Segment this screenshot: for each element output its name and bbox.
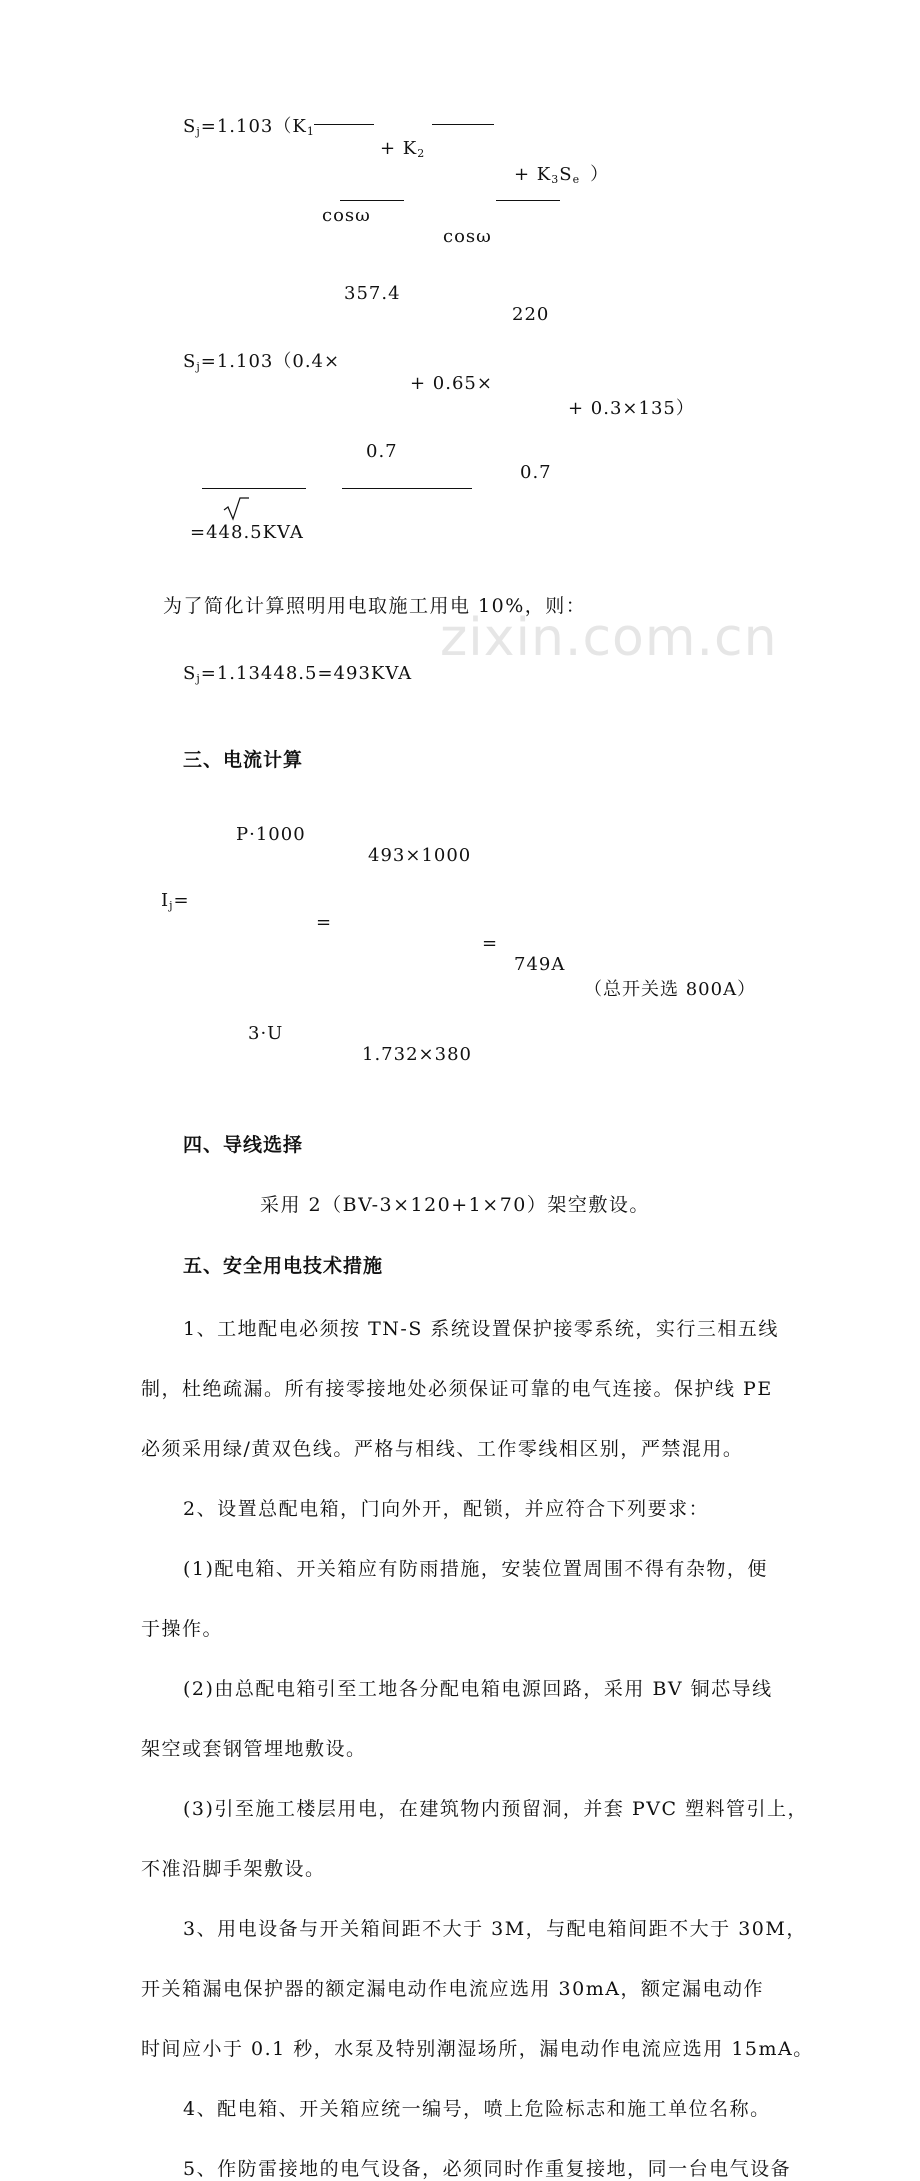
formula-3-lhs-sub: j [196,672,201,685]
paragraph-line: (2)由总配电箱引至工地各分配电箱电源回路，采用 BV 铜芯导线 [183,1678,773,1700]
formula-1-s: S [559,164,573,185]
formula-3-eq: =1.13448.5=493KVA [200,663,413,684]
formula-2-eq: =1.103（0.4× [200,351,341,372]
formula-1-k2 [380,138,920,160]
formula-2-denominator-1: 0.7 [366,441,398,462]
formula-2-lhs-sub: j [196,360,201,373]
formula-2-line [183,347,920,373]
section-4-heading: 四、导线选择 [183,1134,304,1156]
paragraph-line: 不准沿脚手架敷设。 [141,1858,326,1880]
formula-2-tail: + 0.3×135） [568,398,695,419]
formula-1-line [183,112,920,138]
square-root-icon [222,496,250,522]
formula-1-k3 [514,160,920,186]
formula-4-i: I [161,890,170,911]
formula-4-numerator-1: P·1000 [236,824,306,845]
paragraph-line: (3)引至施工楼层用电，在建筑物内预留洞，并套 PVC 塑料管引上， [183,1798,809,1820]
formula-2-fraction-bar-2 [496,200,560,201]
formula-2-denominator-2: 0.7 [520,462,552,483]
formula-1-denominator-2: cosω [443,226,492,247]
formula-1-plus-k3: + K [514,164,552,185]
formula-4-lhs [161,890,920,912]
formula-4-fraction-bar-1 [202,488,306,489]
watermark: zixin.com.cn [440,608,778,668]
formula-2-mid: + 0.65× [410,373,493,394]
formula-4-note: （总开关选 800A） [584,979,757,1000]
formula-2-lhs: S [183,351,197,372]
formula-2-fraction-bar-1 [340,200,404,201]
paragraph-line: 必须采用绿/黄双色线。严格与相线、工作零线相区别，严禁混用。 [141,1438,744,1460]
formula-4-lhs-sub: j [169,899,174,912]
formula-1-eq: =1.103（K [200,116,307,137]
result-448-5kva: =448.5KVA [190,522,304,543]
formula-4-den-tail: ·U [260,1023,284,1044]
paragraph-line: (1)配电箱、开关箱应有防雨措施，安装位置周围不得有杂物，便 [183,1558,768,1580]
paragraph-line: 2、设置总配电箱，门向外开，配锁，并应符合下列要求： [183,1498,710,1520]
formula-1-plus-k2: + K [380,138,418,159]
formula-4-result: 749A [514,954,566,975]
formula-1-close: ） [590,164,610,185]
formula-4-numerator-2: 493×1000 [368,845,472,866]
paragraph-line: 制，杜绝疏漏。所有接零接地处必须保证可靠的电气连接。保护线 PE [141,1378,773,1400]
paragraph-line: 3、用电设备与开关箱间距不大于 3M，与配电箱间距不大于 30M， [183,1918,807,1940]
formula-4-fraction-bar-2 [342,488,472,489]
formula-1-lhs: S [183,116,197,137]
formula-1-k1-sub: 1 [306,125,315,138]
formula-3-lhs: S [183,663,197,684]
formula-1-s-sub: e [572,173,581,186]
section-5-heading: 五、安全用电技术措施 [183,1255,384,1277]
formula-4-root-value: 3 [248,1023,261,1044]
paragraph-line: 时间应小于 0.1 秒，水泵及特别潮湿场所，漏电动作电流应选用 15mA。 [141,2038,814,2060]
paragraph-line: 4、配电箱、开关箱应统一编号，喷上危险标志和施工单位名称。 [183,2098,771,2120]
formula-3-line [183,663,920,685]
section-4-line: 采用 2（BV-3×120+1×70）架空敷设。 [260,1194,650,1216]
formula-4-eq: = [173,890,190,911]
formula-1-k3-sub: 3 [551,173,560,186]
formula-4-eq-2: = [316,912,333,933]
formula-4-denominator-1 [248,1023,920,1044]
formula-1-lhs-sub: j [196,125,201,138]
formula-2-numerator-2: 220 [512,304,550,325]
simplify-paragraph: 为了简化计算照明用电取施工用电 10%，则： [163,595,587,617]
paragraph-line: 架空或套钢管埋地敷设。 [141,1738,367,1760]
formula-1-denominator-1: cosω [322,205,371,226]
formula-4-eq-3: = [482,933,499,954]
section-3-heading: 三、电流计算 [183,749,304,771]
paragraph-line: 开关箱漏电保护器的额定漏电动作电流应选用 30mA，额定漏电动作 [141,1978,764,2000]
formula-4-denominator-2: 1.732×380 [362,1044,472,1065]
paragraph-line: 于操作。 [141,1618,224,1640]
formula-1-k2-sub: 2 [417,147,426,160]
formula-2-numerator-1: 357.4 [344,283,401,304]
paragraph-line: 5、作防雷接地的电气设备，必须同时作重复接地，同一台电气设备 [183,2158,792,2180]
paragraph-line: 1、工地配电必须按 TN-S 系统设置保护接零系统，实行三相五线 [183,1318,779,1340]
